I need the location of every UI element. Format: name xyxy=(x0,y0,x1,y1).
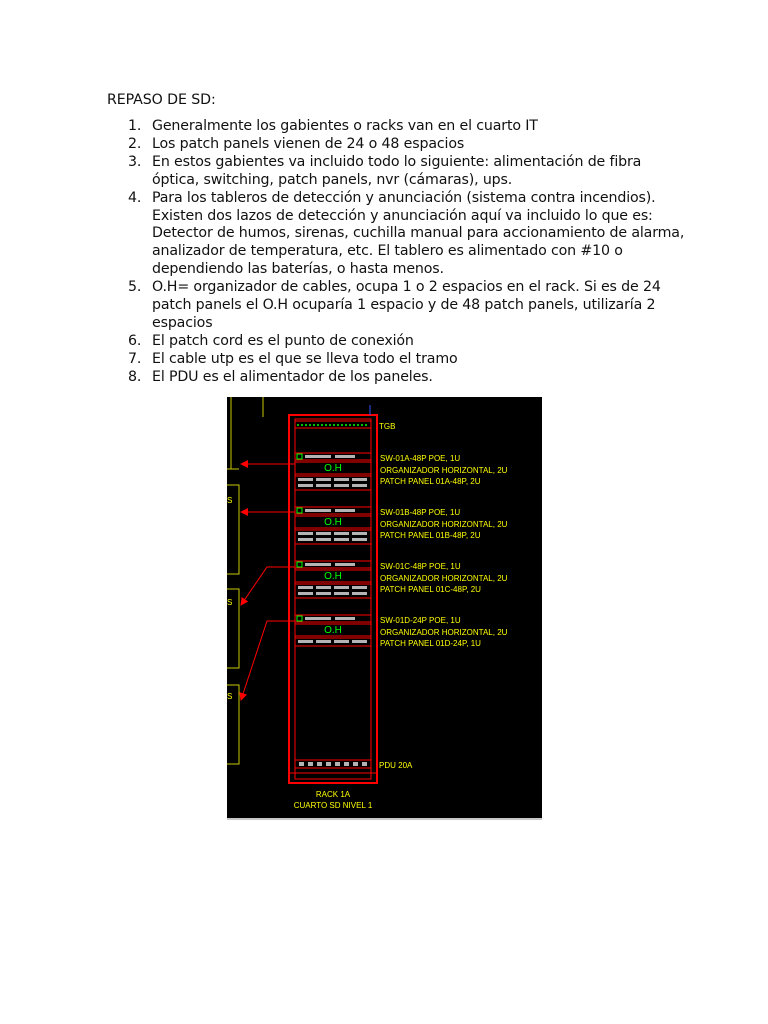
patch-panel-ports xyxy=(316,640,331,643)
list-text: El patch cord es el punto de conexión xyxy=(152,332,414,349)
rack-location: CUARTO SD NIVEL 1 xyxy=(293,801,373,810)
patch-panel-ports xyxy=(316,478,331,481)
list-number: 2. xyxy=(128,135,142,152)
patch-panel-label: PATCH PANEL 01D-24P, 1U xyxy=(380,639,481,648)
list-item xyxy=(107,279,687,333)
pdu-label: PDU 20A xyxy=(379,761,413,770)
patch-panel-ports xyxy=(352,592,367,595)
organizer-description: ORGANIZADOR HORIZONTAL, 2U xyxy=(380,520,508,529)
patch-panel-ports xyxy=(352,538,367,541)
patch-panel-ports xyxy=(316,532,331,535)
switch-label: SW-01A-48P POE, 1U xyxy=(380,454,461,463)
patch-panel-ports xyxy=(316,538,331,541)
patch-panel-ports xyxy=(298,538,313,541)
organizer-label: O.H xyxy=(324,571,342,582)
list-item xyxy=(107,190,687,280)
switch-ports xyxy=(305,617,331,620)
organizer-description: ORGANIZADOR HORIZONTAL, 2U xyxy=(380,466,508,475)
list-text: O.H= organizador de cables, ocupa 1 o 2 espacios en el rack. Si es de 24 patch panels el O.H ocuparía 1 espacio y de 48 patch panels, utilizaría 2 espacios xyxy=(152,279,661,331)
left-box-label: S xyxy=(227,496,233,505)
list-item xyxy=(107,118,687,136)
patch-panel-ports xyxy=(298,484,313,487)
list-number: 6. xyxy=(128,332,142,349)
organizer-description: ORGANIZADOR HORIZONTAL, 2U xyxy=(380,574,508,583)
patch-panel-ports xyxy=(334,532,349,535)
review-list xyxy=(107,118,687,387)
list-item xyxy=(107,333,687,351)
patch-panel-ports xyxy=(334,640,349,643)
patch-panel-ports xyxy=(352,586,367,589)
switch-label: SW-01C-48P POE, 1U xyxy=(380,562,461,571)
rack-group xyxy=(295,453,508,490)
switch-label: SW-01D-24P POE, 1U xyxy=(380,616,461,625)
patch-panel-ports xyxy=(298,640,313,643)
patch-panel-ports xyxy=(334,484,349,487)
organizer-label: O.H xyxy=(324,517,342,528)
tgb-bar xyxy=(295,421,371,428)
list-item xyxy=(107,136,687,154)
switch-ports xyxy=(335,509,355,512)
switch-port-icon xyxy=(297,562,302,567)
patch-panel-ports xyxy=(352,640,367,643)
patch-panel-ports xyxy=(334,592,349,595)
patch-panel-ports xyxy=(352,478,367,481)
list-text: Generalmente los gabientes o racks van en el cuarto IT xyxy=(152,118,538,134)
organizer-label: O.H xyxy=(324,625,342,636)
list-text: El PDU es el alimentador de los paneles. xyxy=(152,368,433,385)
switch-port-icon xyxy=(297,616,302,621)
patch-panel-ports xyxy=(352,484,367,487)
list-number: 1. xyxy=(128,118,142,134)
list-number: 8. xyxy=(128,368,142,385)
list-number: 7. xyxy=(128,350,142,367)
rack-group xyxy=(295,561,508,598)
rack-group xyxy=(295,615,508,648)
switch-ports xyxy=(335,617,355,620)
switch-ports xyxy=(305,455,331,458)
list-number: 3. xyxy=(128,153,142,170)
patch-panel-ports xyxy=(316,484,331,487)
rack-name: RACK 1A xyxy=(315,790,351,799)
switch-label: SW-01B-48P POE, 1U xyxy=(380,508,461,517)
patch-panel-ports xyxy=(334,538,349,541)
organizer-label: O.H xyxy=(324,463,342,474)
list-item xyxy=(107,351,687,369)
list-number: 5. xyxy=(128,279,142,296)
patch-panel-ports xyxy=(352,532,367,535)
list-text: Los patch panels vienen de 24 o 48 espacios xyxy=(152,135,465,152)
pdu-strip xyxy=(295,760,371,768)
list-item xyxy=(107,154,687,190)
patch-panel-ports xyxy=(298,592,313,595)
patch-panel-label: PATCH PANEL 01A-48P, 2U xyxy=(380,477,481,486)
rack-diagram-svg xyxy=(227,397,542,818)
list-text: Para los tableros de detección y anunciación (sistema contra incendios). Existen dos lazos de detección y anunciación aquí va incluido lo que es: Detector de humos, sirenas, cuchilla manual para accionamiento de alarma, analizador de temperatura, etc. El tablero es alimentado con #10 o dependiendo las baterías, o hasta menos. xyxy=(152,189,685,278)
switch-port-icon xyxy=(297,454,302,459)
switch-ports xyxy=(305,563,331,566)
patch-panel-label: PATCH PANEL 01B-48P, 2U xyxy=(380,531,481,540)
patch-panel-ports xyxy=(334,586,349,589)
switch-ports xyxy=(335,563,355,566)
list-number: 4. xyxy=(128,189,142,206)
rack-group xyxy=(295,507,508,544)
patch-panel-ports xyxy=(316,586,331,589)
list-text: El cable utp es el que se lleva todo el tramo xyxy=(152,350,458,367)
patch-panel-ports xyxy=(316,592,331,595)
arrow-diagonal xyxy=(241,621,295,700)
left-box-label: S xyxy=(227,692,233,701)
patch-panel-ports xyxy=(298,532,313,535)
document-heading: REPASO DE SD: xyxy=(107,92,216,108)
patch-panel-label: PATCH PANEL 01C-48P, 2U xyxy=(380,585,481,594)
switch-port-icon xyxy=(297,508,302,513)
patch-panel-ports xyxy=(334,478,349,481)
list-item xyxy=(107,369,687,387)
left-box-label: S xyxy=(227,598,233,607)
connection-arrows xyxy=(241,464,295,700)
rack-equipment-groups xyxy=(295,453,508,648)
tgb-label: TGB xyxy=(379,422,396,431)
switch-ports xyxy=(305,509,331,512)
organizer-description: ORGANIZADOR HORIZONTAL, 2U xyxy=(380,628,508,637)
patch-panel-ports xyxy=(298,586,313,589)
arrow-diagonal xyxy=(241,567,295,605)
list-text: En estos gabientes va incluido todo lo siguiente: alimentación de fibra óptica, switching, patch panels, nvr (cámaras), ups. xyxy=(152,153,642,188)
switch-ports xyxy=(335,455,355,458)
rack-diagram-image xyxy=(227,397,542,818)
patch-panel-ports xyxy=(298,478,313,481)
